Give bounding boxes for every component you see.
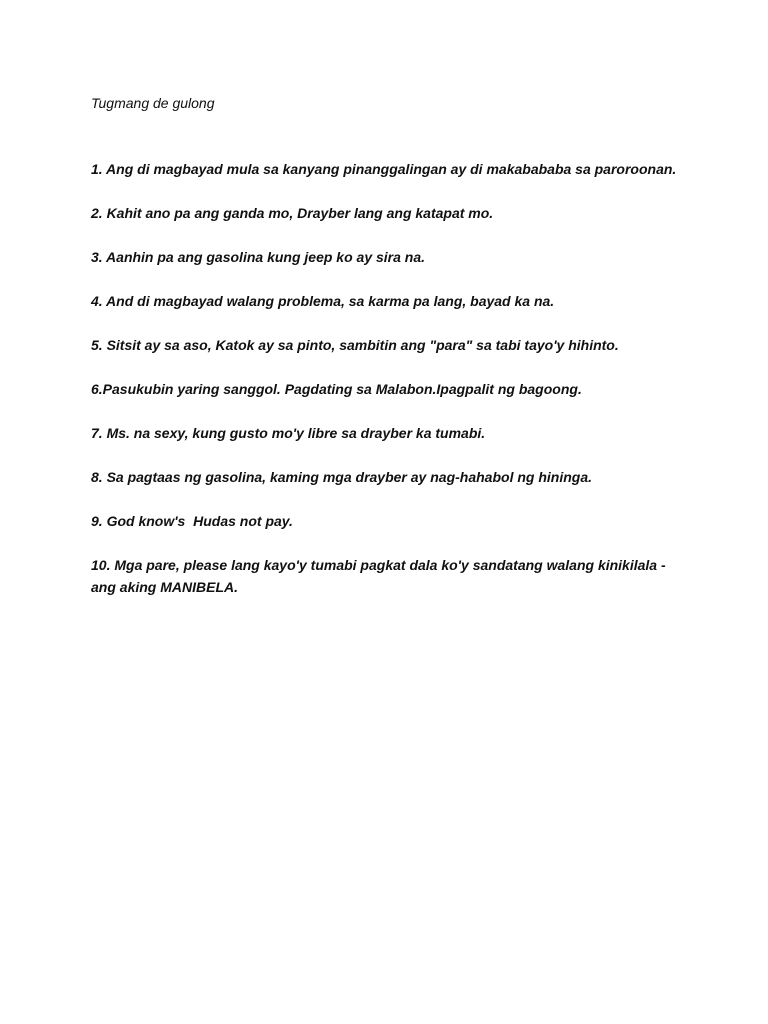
rhyme-item-5: 5. Sitsit ay sa aso, Katok ay sa pinto, sambitin ang "para" sa tabi tayo'y hihinto. [91, 337, 619, 353]
rhyme-item-2: 2. Kahit ano pa ang ganda mo, Drayber lang ang katapat mo. [91, 205, 494, 221]
rhyme-item-7: 7. Ms. na sexy, kung gusto mo'y libre sa drayber ka tumabi. [91, 425, 486, 441]
rhyme-item-1: 1. Ang di magbayad mula sa kanyang pinanggalingan ay di makabababa sa paroroonan. [91, 161, 677, 177]
rhyme-item-10: 10. Mga pare, please lang kayo'y tumabi pagkat dala ko'y sandatang walang kinikilala - ang aking MANIBELA. [91, 557, 666, 595]
rhyme-item-9: 9. God know's Hudas not pay. [91, 513, 293, 529]
document-title: Tugmang de gulong [91, 95, 215, 111]
rhyme-item-8: 8. Sa pagtaas ng gasolina, kaming mga drayber ay nag-hahabol ng hininga. [91, 469, 592, 485]
rhyme-item-6: 6.Pasukubin yaring sanggol. Pagdating sa Malabon.Ipagpalit ng bagoong. [91, 381, 582, 397]
rhyme-item-3: 3. Aanhin pa ang gasolina kung jeep ko ay sira na. [91, 249, 426, 265]
rhyme-item-4: 4. And di magbayad walang problema, sa karma pa lang, bayad ka na. [91, 293, 555, 309]
